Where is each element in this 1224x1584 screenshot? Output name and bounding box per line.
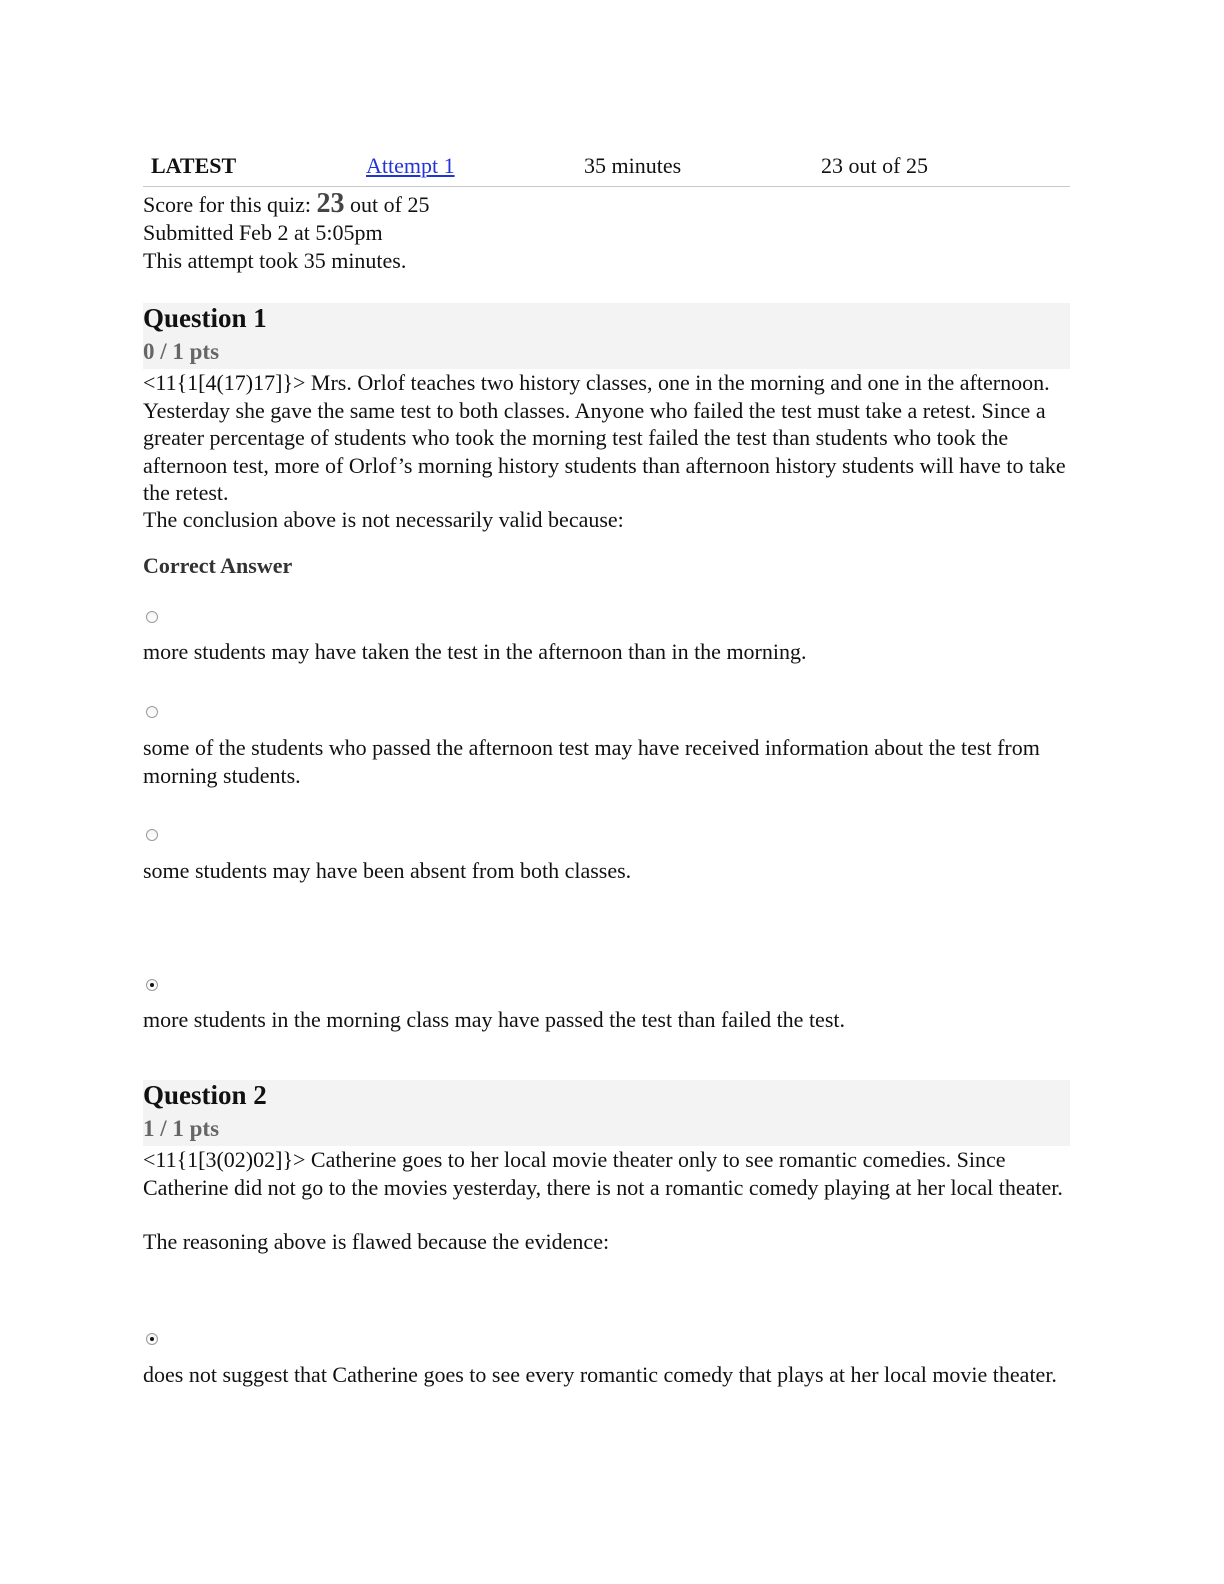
question-2-header [143, 1080, 1070, 1146]
attempt-link[interactable]: Attempt 1 [366, 153, 455, 178]
attempt-time: 35 minutes [584, 153, 682, 178]
answer-radio-selected[interactable] [146, 979, 158, 991]
quiz-score-line [143, 190, 429, 219]
answer-text: some of the students who passed the afternoon test may have received information about the test from morning students. [143, 735, 1040, 788]
question-1-stem: <11{1[4(17)17]}> Mrs. Orlof teaches two history classes, one in the morning and one in the afternoon. Yesterday she gave the same test to both classes. Anyone who failed the test must take a retest. Since a greater percentage of students who took the morning test failed the test than students who took the afternoon test, more of Orlof’s morning history students than afternoon history students will have to take the retest. [143, 370, 1066, 505]
correct-answer-label: Correct Answer [143, 553, 293, 578]
question-2-prompt: The reasoning above is flawed because the evidence: [143, 1229, 610, 1254]
answer-radio-selected[interactable] [146, 1333, 158, 1345]
question-points: 1 / 1 pts [143, 1116, 220, 1141]
submitted-line: Submitted Feb 2 at 5:05pm [143, 220, 383, 245]
attempt-history-row [143, 148, 1070, 187]
duration-line: This attempt took 35 minutes. [143, 248, 407, 273]
attempt-score: 23 out of 25 [821, 153, 928, 178]
latest-label: LATEST [151, 153, 237, 178]
answer-text: more students may have taken the test in the afternoon than in the morning. [143, 639, 807, 664]
answer-text: does not suggest that Catherine goes to see every romantic comedy that plays at her local movie theater. [143, 1362, 1057, 1387]
question-points: 0 / 1 pts [143, 339, 220, 364]
question-1-prompt: The conclusion above is not necessarily valid because: [143, 507, 624, 532]
score-suffix: out of 25 [344, 192, 430, 217]
answer-radio[interactable] [146, 706, 158, 718]
question-title: Question 1 [143, 303, 267, 333]
score-value: 23 [316, 188, 345, 219]
quiz-summary [143, 190, 429, 275]
question-2-stem: <11{1[3(02)02]}> Catherine goes to her local movie theater only to see romantic comedies. Since Catherine did not go to the movies yesterday, there is not a romantic comedy playing at her local theater. [143, 1147, 1063, 1200]
answer-radio[interactable] [146, 829, 158, 841]
answer-radio[interactable] [146, 611, 158, 623]
question-title: Question 2 [143, 1080, 267, 1110]
answer-text: more students in the morning class may have passed the test than failed the test. [143, 1007, 845, 1032]
score-prefix: Score for this quiz: [143, 192, 317, 217]
answer-text: some students may have been absent from both classes. [143, 858, 632, 883]
question-1-header [143, 303, 1070, 369]
